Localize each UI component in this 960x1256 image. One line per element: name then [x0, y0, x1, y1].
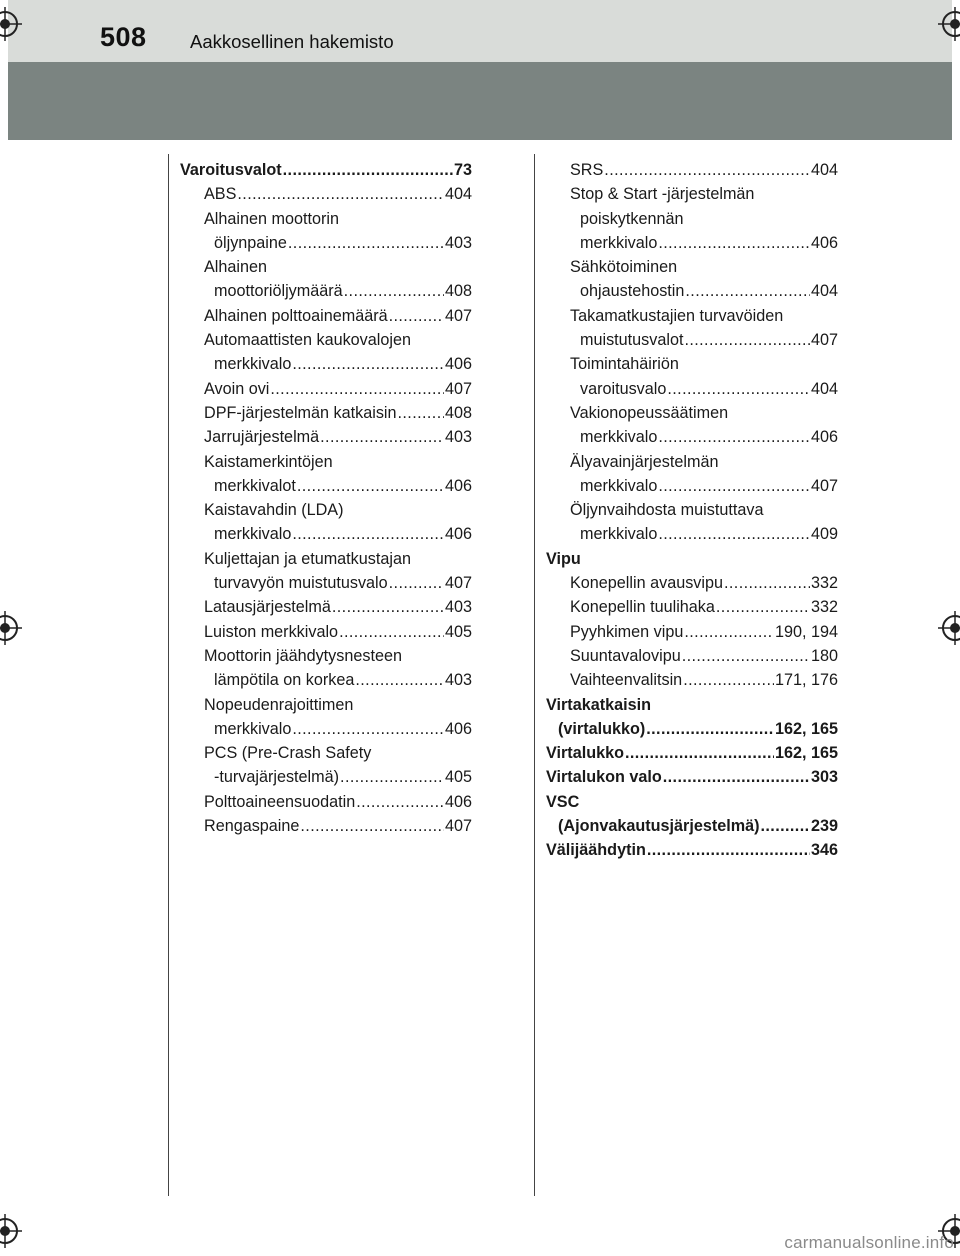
- index-term: merkkivalo: [214, 355, 292, 374]
- dot-leader: [297, 474, 444, 498]
- index-term: Vakionopeussäätimen: [570, 403, 729, 422]
- index-entry-line: [546, 765, 838, 789]
- index-entry: [546, 498, 838, 547]
- index-term: merkkivalo: [580, 233, 658, 252]
- index-entry: [180, 207, 472, 256]
- index-entry-line: [570, 595, 838, 619]
- page-reference: 407: [444, 574, 472, 593]
- section-title: Aakkosellinen hakemisto: [190, 31, 394, 52]
- page-reference: 406: [810, 428, 838, 447]
- dot-leader: [283, 158, 453, 182]
- dot-leader: [658, 425, 810, 449]
- dot-leader: [292, 522, 444, 546]
- index-term: Vipu: [546, 549, 581, 568]
- index-entry-line: [204, 644, 472, 668]
- dot-leader: [292, 352, 444, 376]
- header-dark-band: [8, 62, 952, 140]
- dot-leader: [344, 279, 444, 303]
- dot-leader: [288, 231, 444, 255]
- index-entry-line: [204, 474, 472, 498]
- index-entry-line: [204, 231, 472, 255]
- index-entry: [180, 498, 472, 547]
- page-reference: 190, 194: [774, 622, 838, 641]
- page-reference: 405: [444, 622, 472, 641]
- index-entry: [546, 838, 838, 862]
- index-term: Jarrujärjestelmä: [204, 428, 320, 447]
- page-reference: 162, 165: [774, 744, 838, 763]
- index-entry: [546, 741, 838, 765]
- page-reference: 406: [444, 792, 472, 811]
- registration-mark-icon: [938, 611, 960, 645]
- index-term: SRS: [570, 161, 604, 179]
- dot-leader: [398, 401, 444, 425]
- index-entry-line: [204, 182, 472, 206]
- index-term: Konepellin tuulihaka: [570, 598, 715, 617]
- page-reference: 403: [444, 598, 472, 617]
- index-entry: [546, 595, 838, 619]
- dot-leader: [682, 644, 810, 668]
- index-entry: [546, 620, 838, 644]
- index-term: merkkivalo: [580, 525, 658, 544]
- index-entry: [180, 693, 472, 742]
- registration-mark-icon: [938, 7, 960, 41]
- index-entry-line: [570, 425, 838, 449]
- index-term: Suuntavalovipu: [570, 646, 681, 665]
- page-reference: 404: [810, 282, 838, 301]
- index-entry-line: [204, 668, 472, 692]
- index-entry: [546, 182, 838, 255]
- page-reference: 332: [810, 598, 838, 617]
- page-reference: 171, 176: [774, 671, 838, 690]
- index-entry: [546, 571, 838, 595]
- registration-mark-icon: [0, 1214, 22, 1248]
- index-entry-line: [204, 425, 472, 449]
- index-entry-line: [204, 571, 472, 595]
- index-term: Stop & Start -järjestelmän: [570, 185, 755, 204]
- index-entry-line: [204, 377, 472, 401]
- index-entry: [180, 595, 472, 619]
- dot-leader: [292, 717, 444, 741]
- index-term: Kuljettajan ja etumatkustajan: [204, 549, 411, 568]
- index-entry-line: [570, 498, 838, 522]
- index-term: Virtalukko: [546, 744, 624, 763]
- index-entry: [180, 814, 472, 838]
- index-term: ABS: [204, 185, 237, 204]
- index-term: Vaihteenvalitsin: [570, 671, 683, 690]
- index-entry-line: [204, 255, 472, 279]
- index-term: turvavyön muistutusvalo: [214, 574, 388, 593]
- index-entry-line: [204, 450, 472, 474]
- dot-leader: [356, 790, 444, 814]
- page-reference: 239: [810, 817, 838, 836]
- index-entry-line: [570, 450, 838, 474]
- index-entry: [180, 547, 472, 596]
- index-term: Alhainen: [204, 258, 268, 277]
- index-entry-line: [204, 765, 472, 789]
- index-entry-line: [570, 571, 838, 595]
- page-reference: 403: [444, 428, 472, 447]
- page-number: 508: [100, 22, 147, 52]
- index-entry-line: [204, 620, 472, 644]
- dot-leader: [683, 668, 774, 692]
- dot-leader: [663, 765, 810, 789]
- dot-leader: [604, 158, 810, 182]
- index-entry-line: [546, 547, 838, 571]
- page-reference: 403: [444, 671, 472, 690]
- index-entry: [180, 620, 472, 644]
- index-term: poiskytkennän: [580, 209, 684, 228]
- index-term: Sähkötoiminen: [570, 258, 678, 277]
- dot-leader: [389, 571, 444, 595]
- index-entry-line: [546, 790, 838, 814]
- index-entry-line: [570, 522, 838, 546]
- index-term: ohjaustehostin: [580, 282, 685, 301]
- registration-mark-icon: [0, 7, 22, 41]
- index-term: Konepellin avausvipu: [570, 574, 723, 593]
- index-entry-line: [180, 158, 472, 182]
- index-term: lämpötila on korkea: [214, 671, 355, 690]
- index-term: Takamatkustajien turvavöiden: [570, 306, 784, 325]
- dot-leader: [625, 741, 774, 765]
- index-entry-line: [204, 741, 472, 765]
- page-reference: 407: [444, 817, 472, 836]
- page-reference: 406: [810, 233, 838, 252]
- index-entry: [180, 790, 472, 814]
- page-reference: 407: [810, 331, 838, 350]
- index-entry: [180, 377, 472, 401]
- index-entry-line: [570, 231, 838, 255]
- page-reference: 403: [444, 233, 472, 252]
- index-column-right: [546, 158, 838, 863]
- page-reference: 408: [444, 282, 472, 301]
- index-entry: [180, 255, 472, 304]
- index-entry: [546, 352, 838, 401]
- index-entry-line: [204, 717, 472, 741]
- index-entry: [180, 158, 472, 182]
- watermark: carmanualsonline.info: [784, 1233, 954, 1252]
- index-term: (virtalukko): [558, 719, 646, 738]
- dot-leader: [658, 522, 810, 546]
- index-term: merkkivalo: [580, 428, 658, 447]
- dot-leader: [684, 620, 774, 644]
- index-entry: [180, 304, 472, 328]
- index-entry-line: [204, 522, 472, 546]
- index-term: Automaattisten kaukovalojen: [204, 331, 411, 350]
- index-term: öljynpaine: [214, 233, 287, 252]
- index-entry: [546, 790, 838, 839]
- index-term: Luiston merkkivalo: [204, 622, 339, 641]
- dot-leader: [237, 182, 444, 206]
- index-entry-line: [546, 814, 838, 838]
- dot-leader: [684, 328, 810, 352]
- index-entry-line: [570, 328, 838, 352]
- index-entry-line: [204, 693, 472, 717]
- dot-leader: [339, 620, 444, 644]
- column-rule-left: [168, 154, 169, 1196]
- index-term: PCS (Pre-Crash Safety: [204, 744, 372, 763]
- column-rule-middle: [534, 154, 535, 1196]
- index-entry-line: [546, 741, 838, 765]
- index-term: moottoriöljymäärä: [214, 282, 343, 301]
- index-entry: [546, 765, 838, 789]
- page-reference: 409: [810, 525, 838, 544]
- index-entry-line: [546, 717, 838, 741]
- page-reference: 180: [810, 646, 838, 665]
- index-entry-line: [204, 279, 472, 303]
- page-reference: 303: [810, 768, 838, 787]
- index-entry-line: [204, 814, 472, 838]
- index-entry: [180, 401, 472, 425]
- page-reference: 346: [810, 841, 838, 860]
- index-term: merkkivalo: [580, 476, 658, 495]
- index-entry-line: [204, 790, 472, 814]
- index-term: DPF-järjestelmän katkaisin: [204, 403, 397, 422]
- dot-leader: [340, 765, 444, 789]
- dot-leader: [320, 425, 444, 449]
- page-reference: 407: [810, 476, 838, 495]
- index-entry-line: [204, 328, 472, 352]
- index-entry-line: [204, 547, 472, 571]
- registration-mark-icon: [0, 611, 22, 645]
- index-entry-line: [570, 474, 838, 498]
- index-term: VSC: [546, 792, 580, 811]
- page-reference: 405: [444, 768, 472, 787]
- index-term: varoitusvalo: [580, 379, 667, 398]
- index-term: Varoitusvalot: [180, 161, 282, 179]
- dot-leader: [647, 838, 810, 862]
- index-entry-line: [546, 838, 838, 862]
- index-entry: [180, 182, 472, 206]
- index-term: Älyavainjärjestelmän: [570, 452, 719, 471]
- index-entry-line: [546, 693, 838, 717]
- page-reference: 406: [444, 355, 472, 374]
- index-entry-line: [570, 207, 838, 231]
- dot-leader: [667, 377, 810, 401]
- page-reference: 406: [444, 525, 472, 544]
- index-entry-line: [570, 668, 838, 692]
- dot-leader: [761, 814, 810, 838]
- index-entry: [180, 425, 472, 449]
- index-entry-line: [204, 352, 472, 376]
- dot-leader: [658, 474, 810, 498]
- page-reference: 404: [444, 185, 472, 204]
- index-term: Alhainen moottorin: [204, 209, 339, 228]
- index-entry-line: [570, 255, 838, 279]
- index-term: Virtakatkaisin: [546, 695, 651, 714]
- dot-leader: [724, 571, 810, 595]
- index-entry-line: [570, 377, 838, 401]
- page-reference: 406: [444, 476, 472, 495]
- index-term: Välijäähdytin: [546, 841, 646, 860]
- index-entry-line: [204, 595, 472, 619]
- page-reference: 406: [444, 719, 472, 738]
- index-term: merkkivalot: [214, 476, 296, 495]
- index-term: (Ajonvakautusjärjestelmä): [558, 817, 760, 836]
- dot-leader: [658, 231, 810, 255]
- index-term: Polttoaineensuodatin: [204, 792, 356, 811]
- index-term: merkkivalo: [214, 719, 292, 738]
- index-entry-line: [204, 207, 472, 231]
- page-reference: 332: [810, 574, 838, 593]
- dot-leader: [270, 377, 444, 401]
- index-entry: [180, 328, 472, 377]
- dot-leader: [716, 595, 810, 619]
- page-reference: 404: [810, 379, 838, 398]
- dot-leader: [646, 717, 774, 741]
- page-header: [8, 0, 952, 140]
- index-entry: [180, 741, 472, 790]
- dot-leader: [332, 595, 444, 619]
- index-entry-line: [570, 182, 838, 206]
- index-entry: [546, 304, 838, 353]
- index-entry: [546, 644, 838, 668]
- dot-leader: [685, 279, 810, 303]
- index-entry-line: [570, 158, 838, 182]
- index-entry: [180, 644, 472, 693]
- page-reference: 73: [453, 161, 472, 179]
- dot-leader: [389, 304, 444, 328]
- index-term: Moottorin jäähdytysnesteen: [204, 646, 402, 665]
- index-entry: [546, 255, 838, 304]
- index-term: Öljynvaihdosta muistuttava: [570, 501, 764, 520]
- index-entry: [180, 450, 472, 499]
- index-entry: [546, 158, 838, 182]
- index-term: Rengaspaine: [204, 817, 300, 836]
- index-entry-line: [570, 401, 838, 425]
- index-entry-line: [570, 304, 838, 328]
- dot-leader: [355, 668, 444, 692]
- index-entry: [546, 450, 838, 499]
- index-term: Nopeudenrajoittimen: [204, 695, 354, 714]
- index-entry-line: [204, 401, 472, 425]
- index-entry-line: [570, 644, 838, 668]
- index-entry: [546, 693, 838, 742]
- index-entry-line: [204, 498, 472, 522]
- index-term: Alhainen polttoainemäärä: [204, 306, 388, 325]
- index-term: Latausjärjestelmä: [204, 598, 331, 617]
- index-entry-line: [570, 352, 838, 376]
- index-entry: [546, 401, 838, 450]
- index-term: merkkivalo: [214, 525, 292, 544]
- index-entry-line: [204, 304, 472, 328]
- page-reference: 407: [444, 306, 472, 325]
- index-term: Pyyhkimen vipu: [570, 622, 684, 641]
- page-reference: 162, 165: [774, 719, 838, 738]
- index-term: Kaistavahdin (LDA): [204, 501, 344, 520]
- index-entry-line: [570, 620, 838, 644]
- index-entry: [546, 547, 838, 571]
- index-term: -turvajärjestelmä): [214, 768, 340, 787]
- index-term: Avoin ovi: [204, 379, 270, 398]
- dot-leader: [300, 814, 444, 838]
- index-entry: [546, 668, 838, 692]
- index-term: Toimintahäiriön: [570, 355, 679, 374]
- header-light-band: [8, 0, 952, 62]
- index-term: Virtalukon valo: [546, 768, 662, 787]
- page-reference: 407: [444, 379, 472, 398]
- page-reference: 404: [810, 161, 838, 179]
- index-entry-line: [570, 279, 838, 303]
- index-term: muistutusvalot: [580, 331, 684, 350]
- index-term: Kaistamerkintöjen: [204, 452, 333, 471]
- page-reference: 408: [444, 403, 472, 422]
- index-column-left: [180, 158, 472, 838]
